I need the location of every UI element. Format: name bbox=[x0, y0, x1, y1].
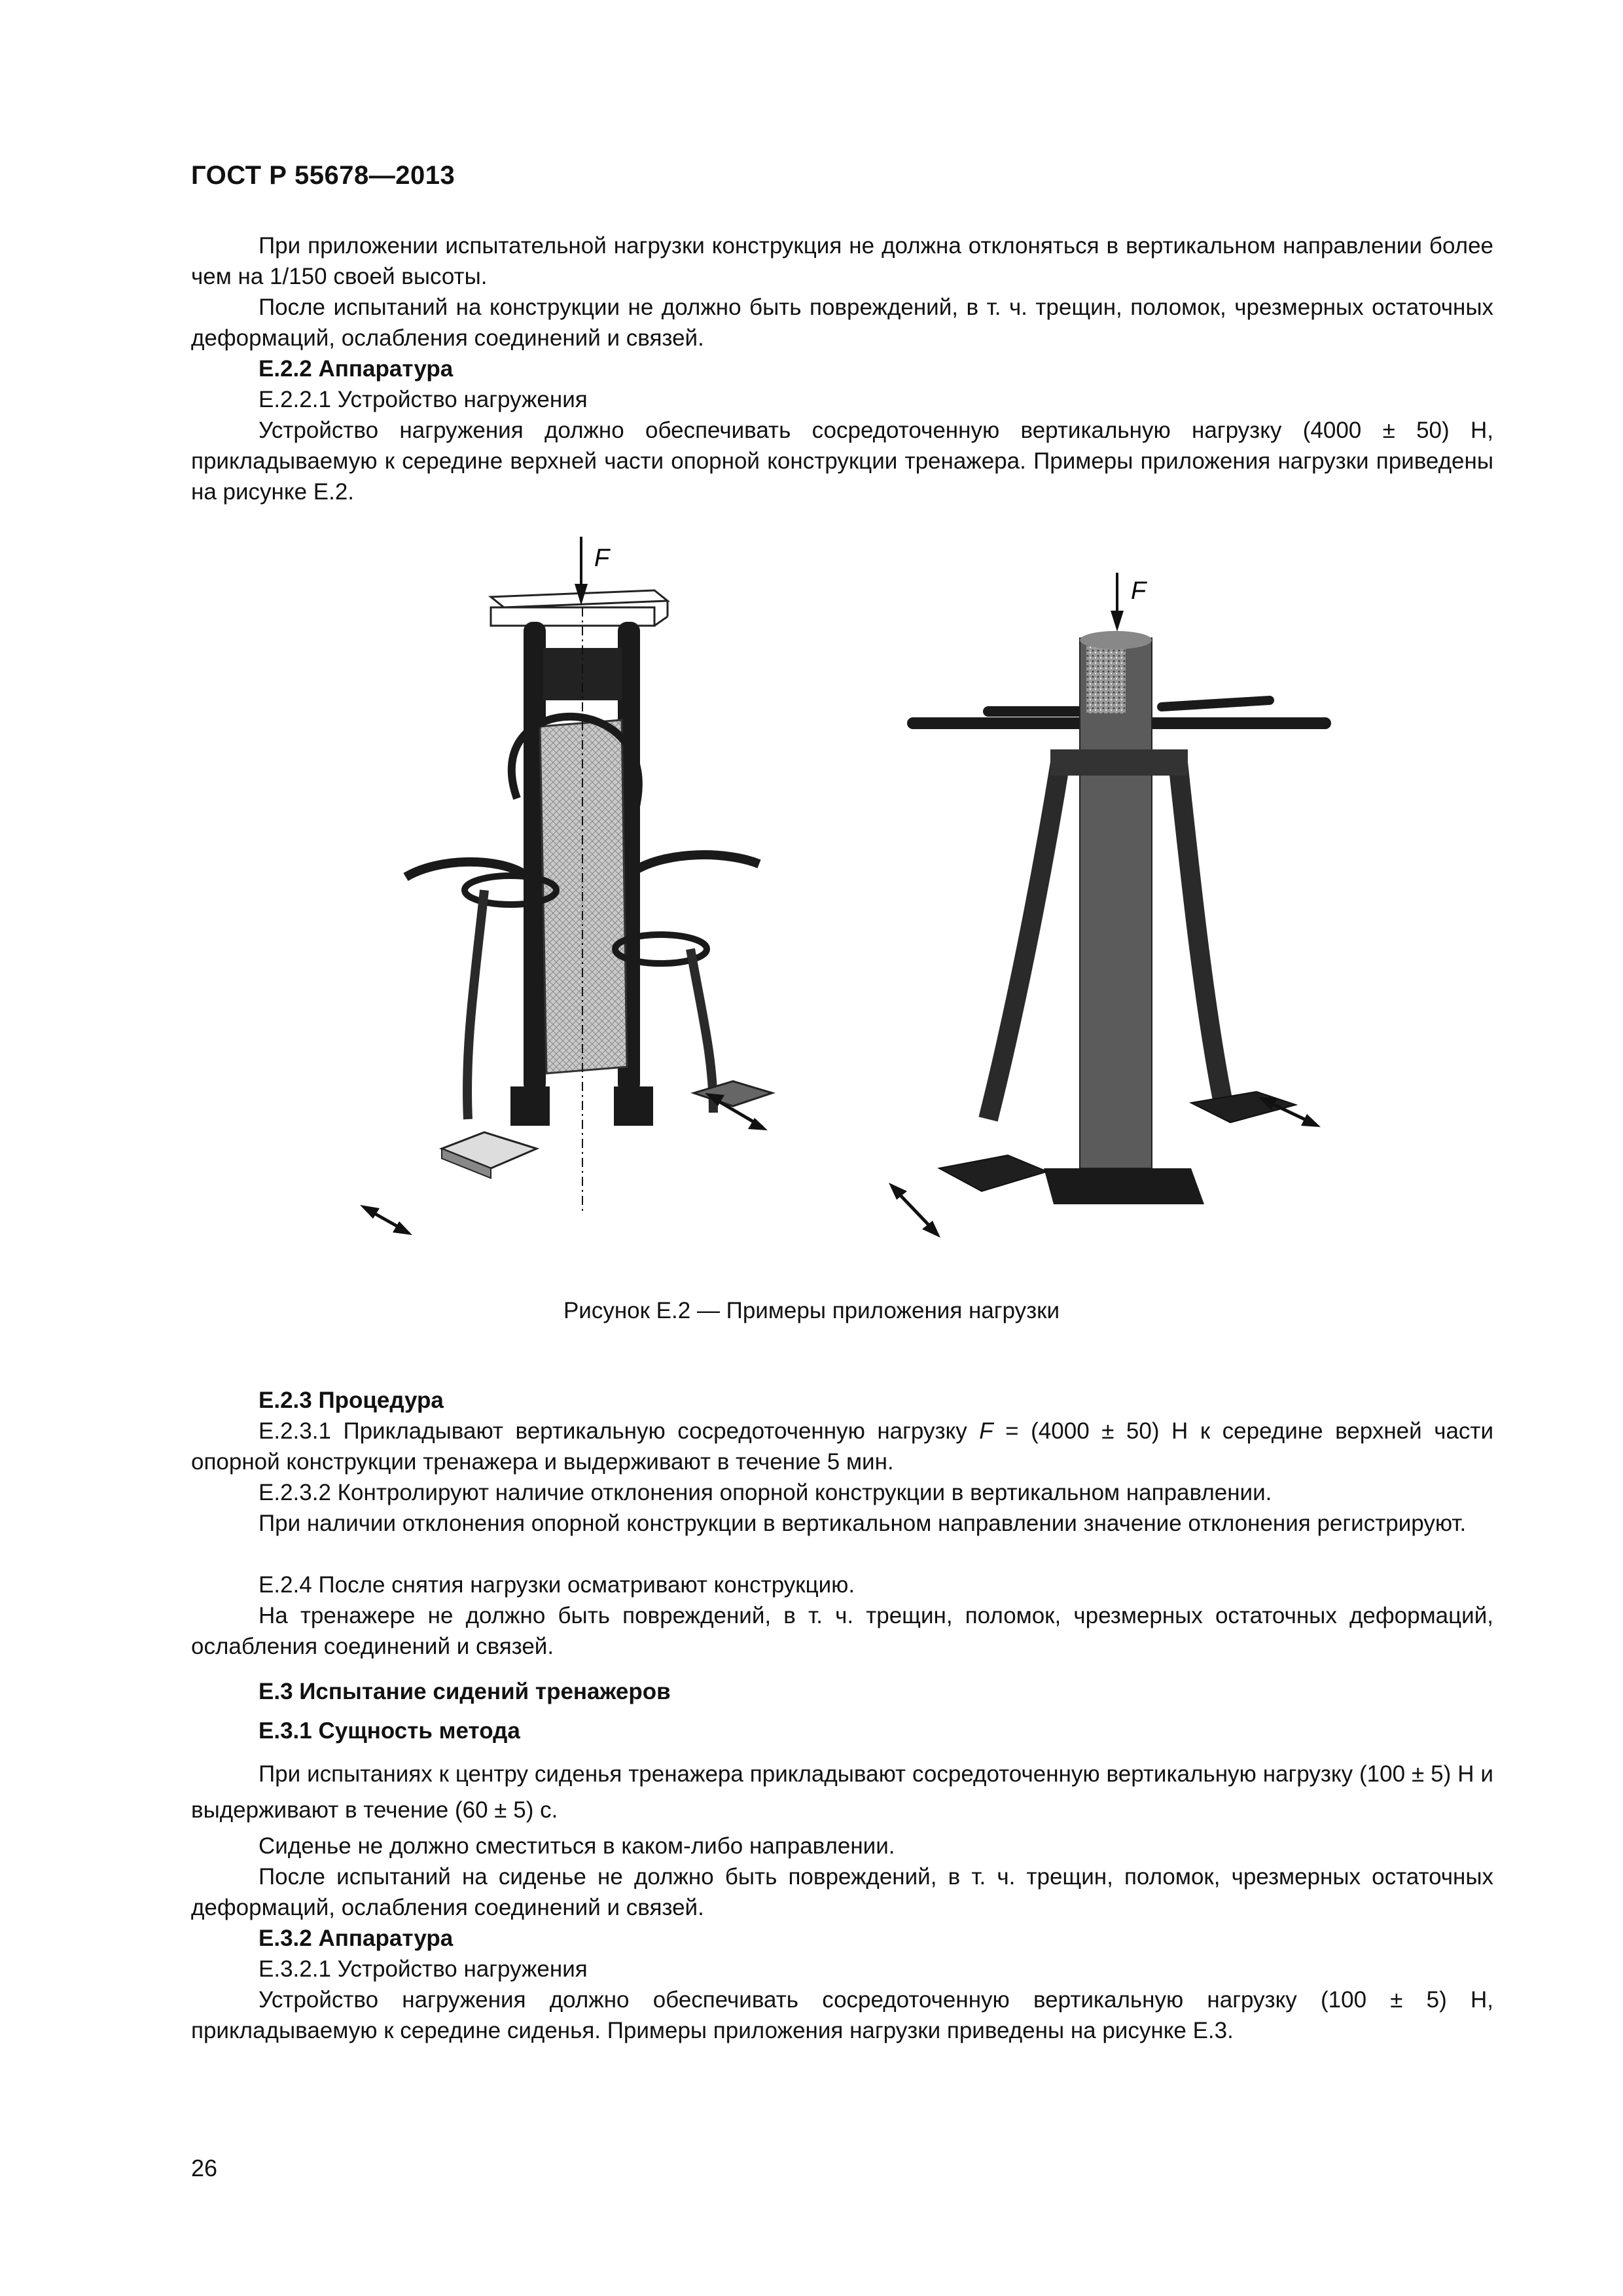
paragraph: Е.2.4 После снятия нагрузки осматривают конструкцию. bbox=[259, 1572, 855, 1598]
paragraph: После испытаний на сиденье не должно быть повреждений, в т. ч. трещин, поломок, чрезмерных остаточных деформаций, ослабления соединений и связей. bbox=[191, 1864, 1493, 1920]
subsection-heading: Е.3.2.1 Устройство нагружения bbox=[259, 1956, 588, 1982]
paragraph: Сиденье не должно сместиться в каком-либо направлении. bbox=[259, 1833, 895, 1859]
paragraph: При приложении испытательной нагрузки конструкция не должна отклоняться в вертикальном направлении более чем на 1/150 своей высоты. bbox=[191, 233, 1493, 289]
paragraph: При испытаниях к центру сиденья тренажера прикладывают сосредоточенную вертикальную нагрузку (100 ± 5) Н и выдерживают в течение (60 ± 5) с. bbox=[191, 1761, 1493, 1823]
paragraph: Е.2.3.2 Контролируют наличие отклонения опорной конструкции в вертикальном направлении. bbox=[259, 1480, 1272, 1505]
paragraph: Е.2.3.1 Прикладывают вертикальную сосредоточенную нагрузку F = (4000 ± 50) Н к середине верхней части опорной конструкции тренажера и выдерживают в течение 5 мин. bbox=[191, 1418, 1493, 1475]
paragraph: После испытаний на конструкции не должно быть повреждений, в т. ч. трещин, поломок, чрезмерных остаточных деформаций, ослабления соединений и связей. bbox=[191, 295, 1493, 351]
section-heading: Е.2.2 Аппаратура bbox=[259, 356, 454, 382]
figure-caption: Рисунок Е.2 — Примеры приложения нагрузки bbox=[563, 1298, 1060, 1323]
section-heading: Е.3.2 Аппаратура bbox=[259, 1926, 454, 1951]
left-machine-drawing bbox=[360, 537, 772, 1235]
subsection-heading: Е.2.2.1 Устройство нагружения bbox=[259, 387, 588, 412]
paragraph: При наличии отклонения опорной конструкции в вертикальном направлении значение отклонения регистрируют. bbox=[259, 1511, 1467, 1536]
section-heading: Е.2.3 Процедура bbox=[259, 1388, 444, 1413]
force-label-right: F bbox=[1131, 577, 1147, 605]
right-machine-drawing bbox=[889, 573, 1325, 1238]
section-heading: Е.3 Испытание сидений тренажеров bbox=[259, 1679, 671, 1704]
section-heading: Е.3.1 Сущность метода bbox=[259, 1718, 520, 1744]
paragraph: Устройство нагружения должно обеспечивать сосредоточенную вертикальную нагрузку (100 ± 5) Н, прикладываемую к середине сиденья. Примеры приложения нагрузки приведены на рисунке Е.3. bbox=[191, 1987, 1493, 2043]
page-number: 26 bbox=[191, 2155, 218, 2181]
paragraph: На тренажере не должно быть повреждений, в т. ч. трещин, поломок, чрезмерных остаточных деформаций, ослабления соединений и связей. bbox=[191, 1603, 1493, 1659]
paragraph: Устройство нагружения должно обеспечивать сосредоточенную вертикальную нагрузку (4000 ± 50) Н, прикладываемую к середине верхней части опорной конструкции тренажера. Примеры приложения нагрузки приведены на рисунке Е.2. bbox=[191, 418, 1493, 505]
document-header: ГОСТ Р 55678—2013 bbox=[191, 161, 455, 190]
figure-e2 bbox=[327, 524, 1361, 1276]
force-label-left: F bbox=[594, 545, 610, 572]
